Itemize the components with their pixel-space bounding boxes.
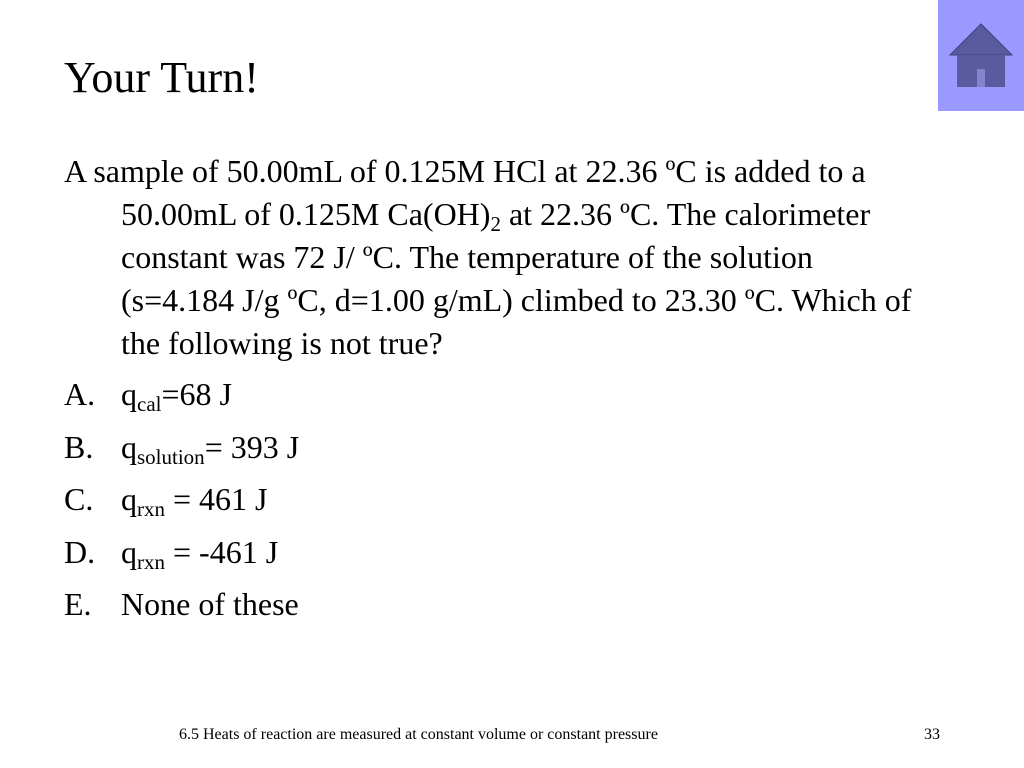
- page-number: 33: [924, 726, 940, 743]
- option-letter: A.: [64, 376, 96, 412]
- option-text: $q_{cal}=68$ J: [121, 376, 232, 416]
- question-text: A sample of 50.00mL of 0.125M HCl at 22.36 ºC is added to a 50.00mL of 0.125M $Ca(OH)_2$ at 22.36 ºC. The calorimeter constant was 72 J/ ºC. The temperature of the solution (s=4.184 J/g ºC, d=1.00 g/mL) climbed to 23.30 ºC. Which of the following is not true?: [64, 153, 912, 361]
- option-letter: B.: [64, 428, 94, 465]
- option-letter: E.: [64, 586, 92, 622]
- option-text: $q_{solution}= 393$ J: [121, 428, 300, 469]
- slide-body: [64, 150, 924, 636]
- option-c: [64, 478, 924, 521]
- footer-text: 6.5 Heats of reaction are measured at constant volume or constant pressure: [179, 726, 658, 743]
- home-button[interactable]: [938, 0, 1024, 111]
- option-e: [64, 583, 924, 626]
- home-icon: [938, 0, 1024, 111]
- option-d: [64, 531, 924, 574]
- option-text: $q_{rxn} = 461$ J: [121, 481, 268, 521]
- option-letter: D.: [64, 533, 96, 570]
- option-text: $q_{rxn} = -461$ J: [121, 533, 279, 574]
- option-letter: C.: [64, 481, 94, 517]
- option-b: [64, 426, 924, 469]
- option-text: None of these: [121, 586, 299, 622]
- option-a: [64, 373, 924, 416]
- slide-title: Your Turn!: [64, 53, 259, 102]
